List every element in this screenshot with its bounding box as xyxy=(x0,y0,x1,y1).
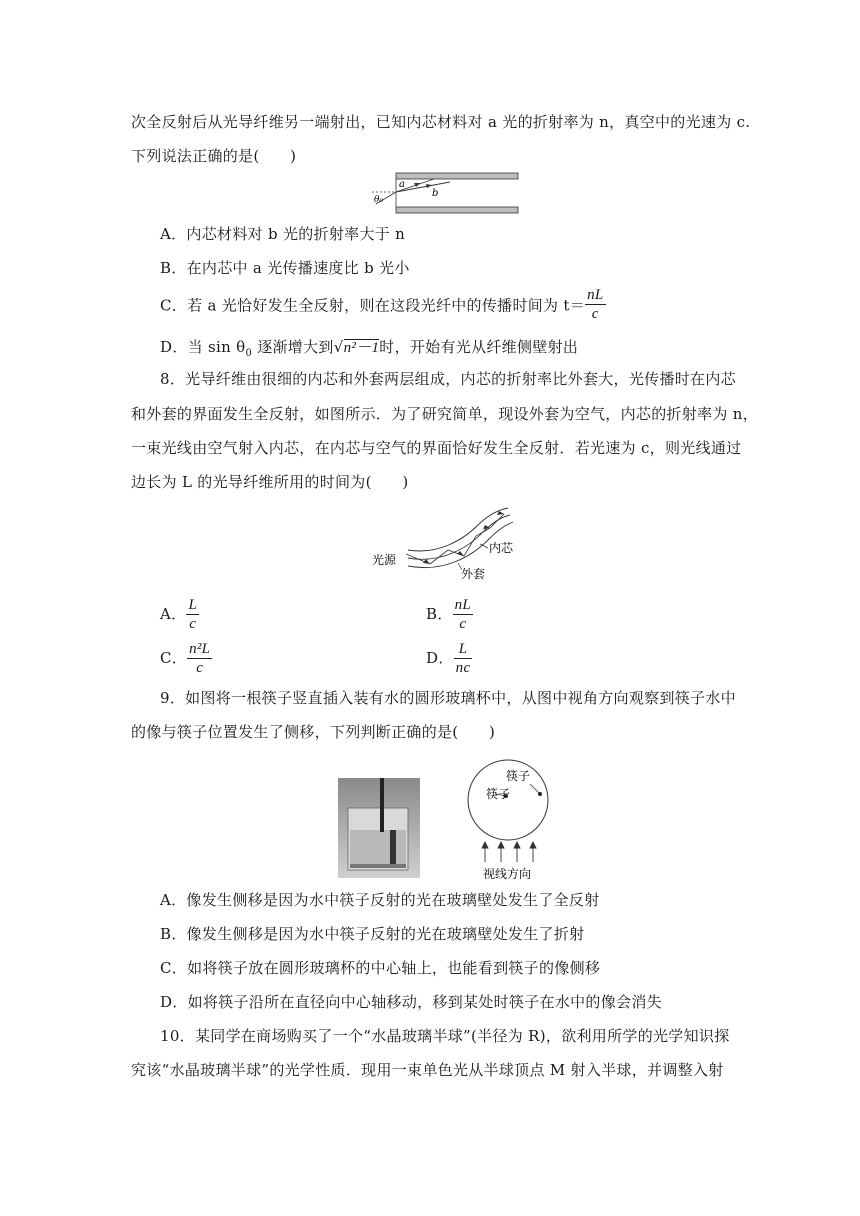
q8-option-b-den: c xyxy=(459,616,467,632)
q7-option-c xyxy=(160,287,606,323)
q8-line4: 边长为 L 的光导纤维所用的时间为( ) xyxy=(131,473,409,491)
fig-label-theta: θ₀ xyxy=(374,195,384,205)
q8-option-a-den: c xyxy=(189,616,197,632)
q9-option-c: C．如将筷子放在圆形玻璃杯的中心轴上，也能看到筷子的像侧移 xyxy=(160,959,601,977)
sqrt-icon: √ xyxy=(333,338,344,356)
q8-option-d-letter: D． xyxy=(426,648,454,667)
fig-label-core: 内芯 xyxy=(489,541,514,555)
q10-line2: 究该“水晶玻璃半球”的光学性质．现用一束单色光从半球顶点 M 射入半球，并调整入射 xyxy=(131,1061,724,1079)
q7-intro-line2: 下列说法正确的是( ) xyxy=(131,147,297,165)
q9-option-a: A．像发生侧移是因为水中筷子反射的光在玻璃壁处发生了全反射 xyxy=(160,891,600,909)
glass-photo-figure xyxy=(338,778,420,878)
q10-line1: 10．某同学在商场购买了一个“水晶玻璃半球”(半径为 R)，欲利用所学的光学知识探 xyxy=(160,1027,730,1045)
q7-option-d-rad: n²－1 xyxy=(343,340,380,356)
curved-fiber-figure-q8 xyxy=(368,500,528,584)
q7-option-c-text: C．若 a 光恰好发生全反射，则在这段光纤中的传播时间为 t＝ xyxy=(160,296,586,315)
fig-label-view-direction: 视线方向 xyxy=(483,867,532,881)
q8-option-a-letter: A． xyxy=(160,604,187,623)
fig-label-light-source: 光源 xyxy=(372,553,397,567)
view-direction-arrows-icon xyxy=(482,842,536,862)
q7-option-b: B．在内芯中 a 光传播速度比 b 光小 xyxy=(160,259,410,277)
q8-option-a xyxy=(160,596,199,633)
q7-intro-line1: 次全反射后从光导纤维另一端射出，已知内芯材料对 a 光的折射率为 n，真空中的光速为 c. xyxy=(131,113,751,131)
q8-option-a-fraction xyxy=(186,596,199,633)
q8-option-c-num: n²L xyxy=(189,641,211,657)
q9-line2: 的像与筷子位置发生了侧移，下列判断正确的是( ) xyxy=(131,723,496,741)
q8-option-c xyxy=(160,640,212,677)
q9-option-b: B．像发生侧移是因为水中筷子反射的光在玻璃壁处发生了折射 xyxy=(160,925,585,943)
q7-option-d-mid: 逐渐增大到 xyxy=(252,338,334,356)
q8-option-c-den: c xyxy=(196,660,204,676)
fig-label-chopstick-lower: 筷子 xyxy=(486,787,511,801)
q8-line1: 8．光导纤维由很细的内芯和外套两层组成，内芯的折射率比外套大，光传播时在内芯 xyxy=(160,370,736,388)
q8-line2: 和外套的界面发生全反射，如图所示．为了研究简单，现设外套为空气，内芯的折射率为 n， xyxy=(131,405,759,423)
q8-option-d-den: nc xyxy=(455,660,471,676)
q9-option-d: D．如将筷子沿所在直径向中心轴移动，移到某处时筷子在水中的像会消失 xyxy=(160,993,662,1011)
fig-label-chopstick-upper: 筷子 xyxy=(506,769,531,783)
fig-label-b: b xyxy=(432,188,439,199)
q8-option-b-num: nL xyxy=(454,597,472,613)
q7-option-c-num: nL xyxy=(587,287,604,303)
q8-line3: 一束光线由空气射入内芯，在内芯与空气的界面恰好发生全反射．若光速为 c，则光线通过 xyxy=(131,439,742,457)
q8-option-b-letter: B． xyxy=(426,604,453,623)
q8-option-d-fraction xyxy=(454,640,473,677)
q7-option-d xyxy=(160,337,578,364)
q7-option-d-sub: 0 xyxy=(245,348,253,359)
fig-label-a: a xyxy=(399,179,405,190)
q7-option-a: A．内芯材料对 b 光的折射率大于 n xyxy=(160,225,406,243)
q8-option-c-letter: C． xyxy=(160,648,188,667)
q8-option-d-num: L xyxy=(454,640,473,659)
q8-option-d xyxy=(426,640,472,677)
q7-option-c-fraction xyxy=(585,286,605,323)
q8-option-c-fraction xyxy=(187,640,212,677)
q8-option-b-fraction xyxy=(453,596,473,633)
optical-fiber-figure-q7 xyxy=(370,170,522,218)
fig-label-cladding: 外套 xyxy=(461,567,486,581)
q8-option-a-num: L xyxy=(188,597,198,613)
q7-option-c-den: c xyxy=(591,306,599,322)
top-view-cup-figure xyxy=(460,758,560,882)
q9-line1: 9．如图将一根筷子竖直插入装有水的圆形玻璃杯中，从图中视角方向观察到筷子水中 xyxy=(160,689,736,707)
q8-option-b xyxy=(426,596,473,633)
q7-option-d-post: 时，开始有光从纤维侧壁射出 xyxy=(379,338,579,356)
q7-option-d-pre: D．当 sin θ xyxy=(160,338,246,356)
